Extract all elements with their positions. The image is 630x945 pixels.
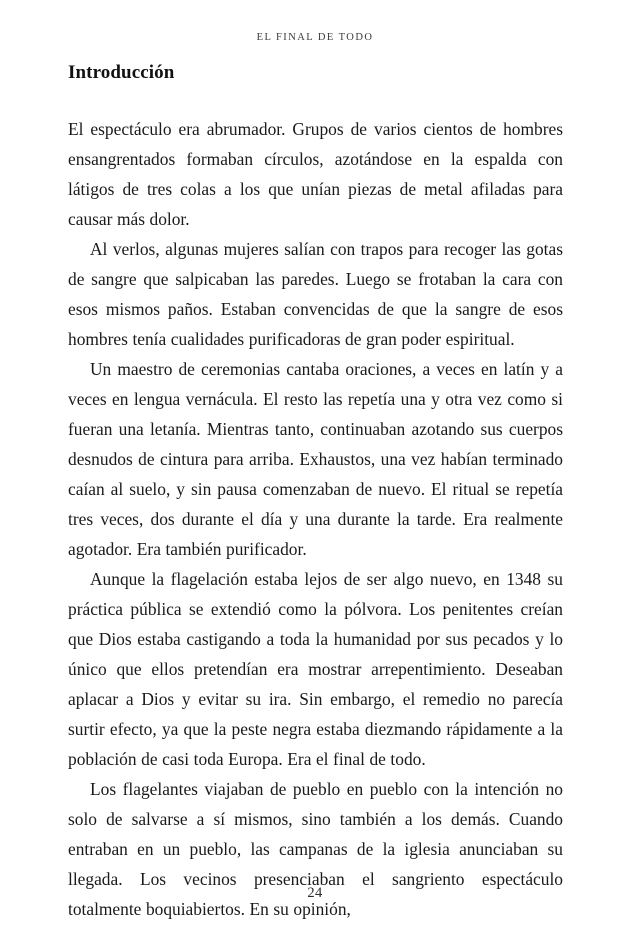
running-head: EL FINAL DE TODO (256, 32, 374, 43)
page-title: Introducción (68, 62, 175, 83)
body-paragraph: El espectáculo era abrumador. Grupos de varios cientos de hombres ensangrentados formaban círculos, azotándose en la espalda con látigos de tres colas a los que unían piezas de metal afiladas para causar más dolor. (68, 119, 563, 229)
body-paragraph: Al verlos, algunas mujeres salían con trapos para recoger las gotas de sangre que salpicaban las paredes. Luego se frotaban la cara con esos mismos paños. Estaban convencidas de que la sangre de esos hombres tenía cualidades purificadoras de gran poder espiritual. (68, 239, 563, 349)
page-number: 24 (307, 885, 323, 901)
body-paragraph: Los flagelantes viajaban de pueblo en pueblo con la intención no solo de salvarse a sí mismos, sino también a los demás. Cuando entraban en un pueblo, las campanas de la iglesia anunciaban su llegada. Los vecinos presenciaban el sangriento espectáculo totalmente boquiabiertos. En su opinión, (68, 779, 563, 919)
body-paragraph: Un maestro de ceremonias cantaba oraciones, a veces en latín y a veces en lengua vernácula. El resto las repetía una y otra vez como si fueran una letanía. Mientras tanto, continuaban azotando sus cuerpos desnudos de cintura para arriba. Exhaustos, una vez habían terminado caían al suelo, y sin pausa comenzaban de nuevo. El ritual se repetía tres veces, dos durante el día y una durante la tarde. Era realmente agotador. Era también purificador. (68, 359, 563, 559)
body-paragraph: Aunque la flagelación estaba lejos de ser algo nuevo, en 1348 su práctica pública se extendió como la pólvora. Los penitentes creían que Dios estaba castigando a toda la humanidad por sus pecados y lo único que ellos pretendían era mostrar arrepentimiento. Deseaban aplacar a Dios y evitar su ira. Sin embargo, el remedio no parecía surtir efecto, ya que la peste negra estaba diezmando rápidamente a la población de casi toda Europa. Era el final de todo. (68, 569, 563, 769)
text-block (68, 62, 563, 924)
